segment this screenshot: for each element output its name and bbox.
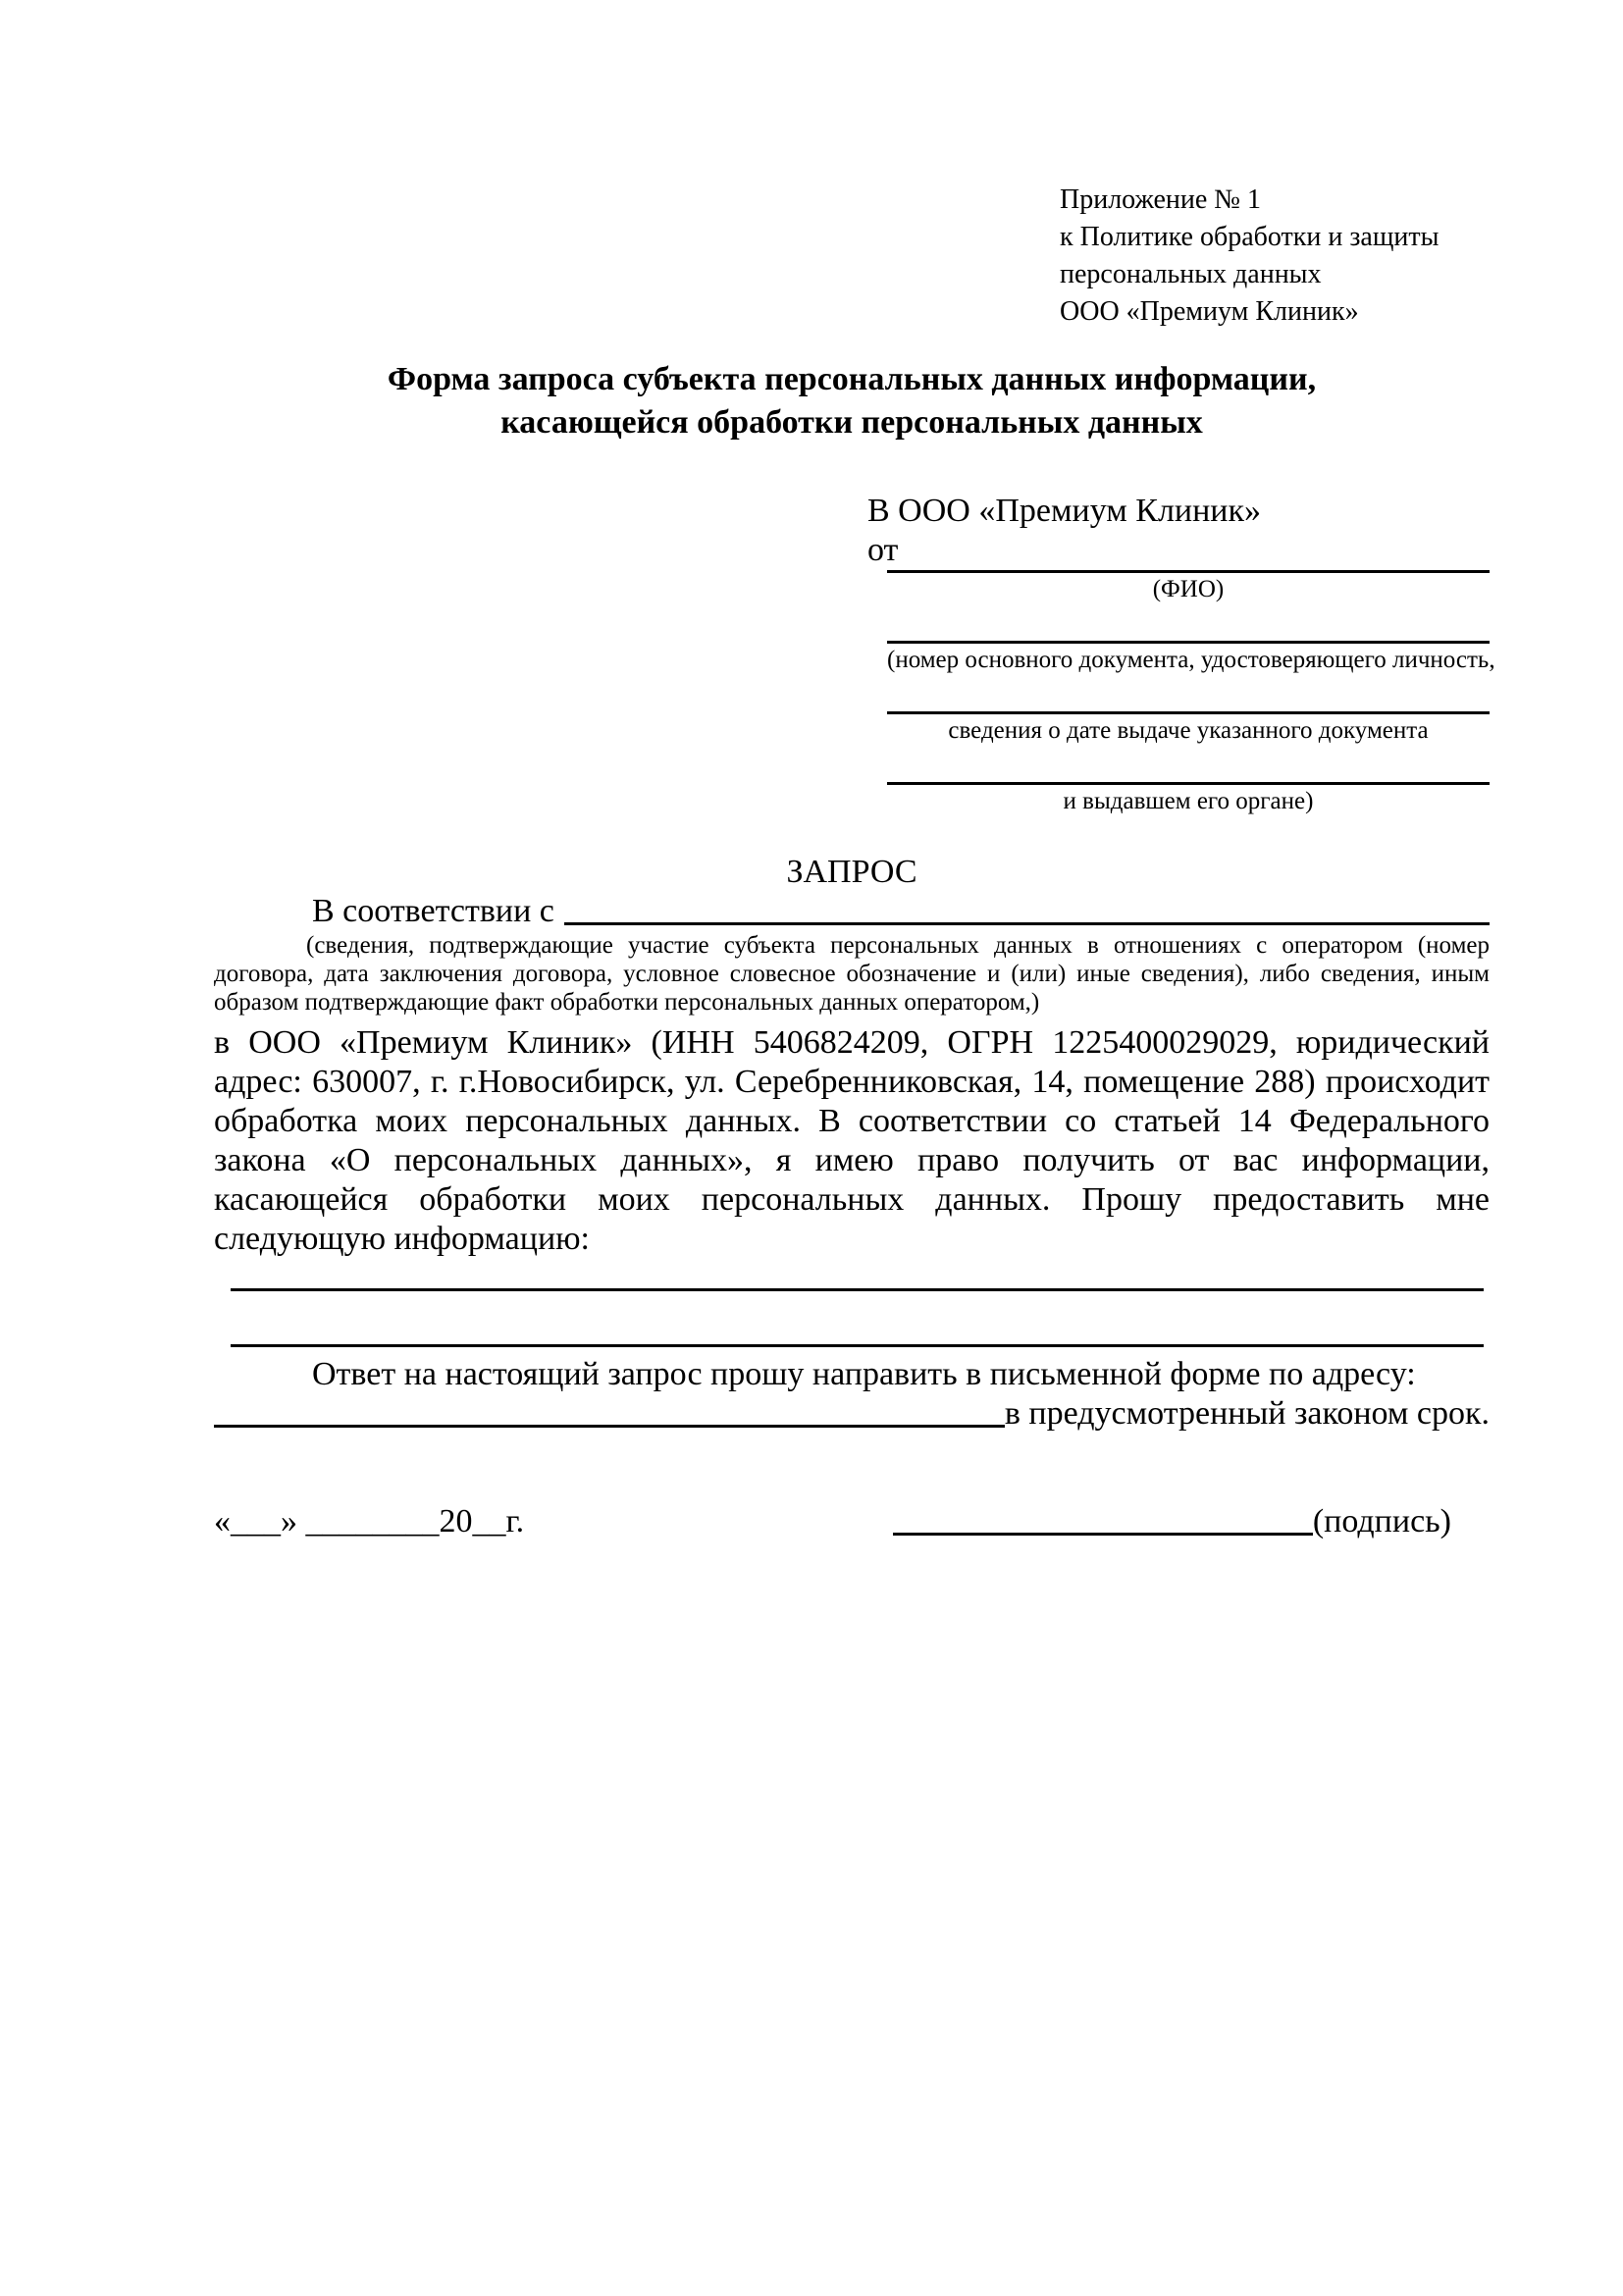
answer-paragraph: Ответ на настоящий запрос прошу направить в письменной форме по адресу: [312, 1356, 1416, 1392]
fio-field [867, 570, 1490, 605]
document-content [0, 182, 1623, 1541]
issuing-authority-field-label: и выдавшем его органе) [1063, 788, 1314, 814]
signature-blank-line [893, 1533, 1313, 1536]
page-title-line-2: касающейся обработки персональных данных [500, 404, 1203, 441]
address-blank-line [214, 1425, 1005, 1428]
answer-address-row [214, 1394, 1490, 1434]
appendix-line: ООО «Премиум Клиник» [1060, 296, 1359, 327]
issue-date-field-label: сведения о дате выдаче указанного документа [948, 717, 1429, 744]
signature-group [893, 1502, 1451, 1541]
answer-suffix: в предусмотренный законом срок. [1004, 1395, 1490, 1432]
accordance-lead: В соответствии с [312, 893, 554, 929]
body-paragraph: в ООО «Премиум Клиник» (ИНН 5406824209, ОГРН 1225400029029, юридический адрес: 630007, г. г.Новосибирск, ул. Серебренниковская, 14, помещение 288) происходит обработка моих персональных данных. В соответствии со статьей 14 Федерального закона «О персональных данных», я имею право получить от вас информации, касающейся обработки моих персональных данных. Прошу предоставить мне следующую информацию: [214, 1024, 1490, 1257]
appendix-line: Приложение № 1 [1060, 184, 1261, 215]
request-heading: ЗАПРОС [786, 854, 917, 890]
appendix-block [1060, 182, 1490, 331]
date-signature-row [214, 1502, 1490, 1541]
date-line: «___» ________20__г. [214, 1503, 525, 1539]
page-title [214, 358, 1490, 444]
signature-label: (подпись) [1312, 1503, 1451, 1539]
fio-field-label: (ФИО) [1152, 576, 1225, 602]
page-title-line-1: Форма запроса субъекта персональных данных информации, [387, 361, 1317, 397]
document-number-field [867, 641, 1495, 676]
information-blank-line-2 [231, 1344, 1484, 1347]
accordance-note: (сведения, подтверждающие участие субъекта персональных данных в отношениях с оператором (номер договора, дата заключения договора, условное словесное обозначение и (или) иные сведения), либо сведения, иным образом подтверждающие факт обработки персональных данных оператором,) [214, 932, 1490, 1016]
information-blank-line-1 [231, 1288, 1484, 1291]
issue-date-field [867, 711, 1490, 747]
document-number-field-label: (номер основного документа, удостоверяющего личность, [887, 647, 1495, 673]
addressee-to: В ООО «Премиум Клиник» [867, 493, 1262, 529]
accordance-row [214, 892, 1490, 931]
accordance-blank-line [564, 922, 1490, 925]
appendix-line: к Политике обработки и защиты [1060, 222, 1440, 252]
issuing-authority-field [867, 782, 1490, 817]
appendix-line: персональных данных [1060, 259, 1322, 289]
addressee-block [867, 492, 1495, 817]
addressee-from: от [867, 532, 899, 568]
